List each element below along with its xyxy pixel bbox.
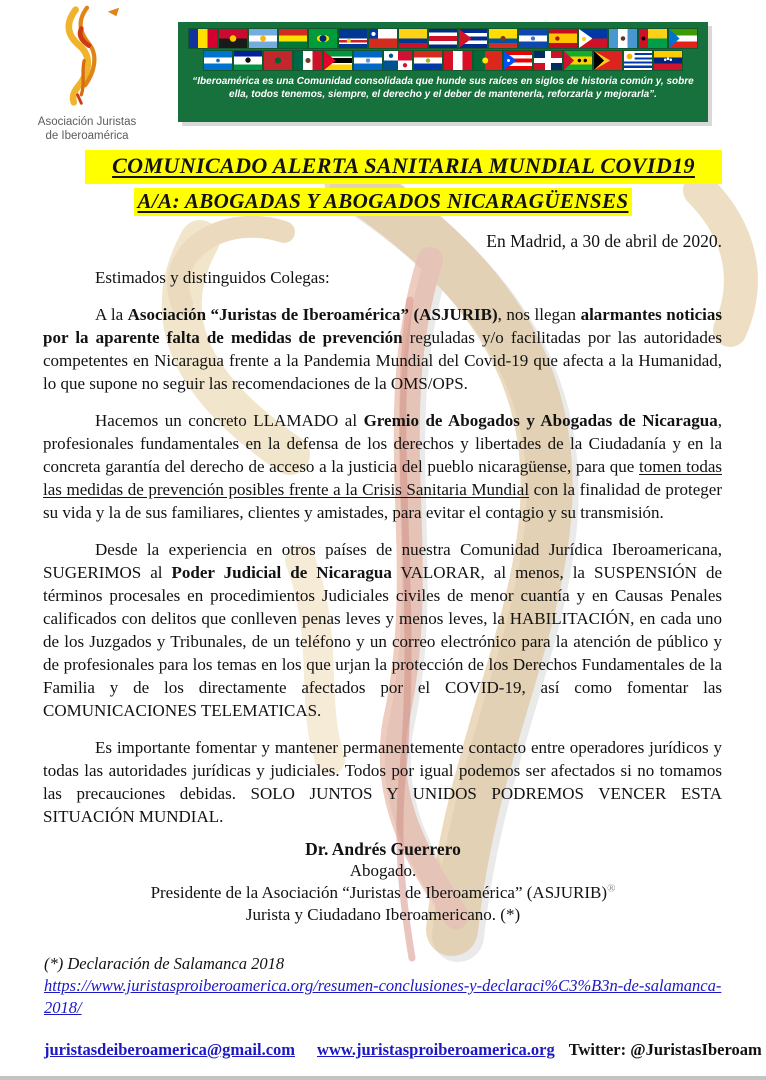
- flag-equatorial-guinea: [669, 29, 697, 48]
- signature-line-1: Dr. Andrés Guerrero: [305, 839, 461, 859]
- flags-row-1: [178, 29, 708, 48]
- flag-guinea-bissau: [639, 29, 667, 48]
- flag-spain: [549, 29, 577, 48]
- flag-cape-verde: [339, 29, 367, 48]
- flag-dominican-republic: [534, 51, 562, 70]
- footnote-link[interactable]: https://www.juristasproiberoamerica.org/resumen-conclusiones-y-declaraci%C3%B3n-de-salamanca-2018/: [44, 976, 722, 1017]
- flag-panama: [384, 51, 412, 70]
- paragraph-1: Estimados y distinguidos Colegas:: [95, 268, 330, 287]
- flag-honduras: [204, 51, 232, 70]
- signature-block: [0, 838, 766, 926]
- contact-email-link[interactable]: juristasdeiberoamerica@gmail.com: [44, 1040, 296, 1059]
- flag-uruguay: [624, 51, 652, 70]
- signature-line-2: Abogado.: [349, 861, 417, 880]
- logo-caption: [12, 115, 162, 143]
- flag-philippines: [579, 29, 607, 48]
- contact-row: [0, 1040, 766, 1060]
- flag-mozambique: [324, 51, 352, 70]
- body-paragraphs: [0, 266, 766, 828]
- footnote-label: (*) Declaración de Salamanca 2018: [44, 954, 285, 973]
- flag-ecuador: [489, 29, 517, 48]
- flag-peru: [444, 51, 472, 70]
- date-line: En Madrid, a 30 de abril de 2020.: [486, 231, 722, 251]
- main-title: COMUNICADO ALERTA SANITARIA MUNDIAL COVID19: [112, 153, 695, 178]
- main-title-bar: [85, 150, 722, 184]
- flag-guatemala: [609, 29, 637, 48]
- letterhead: [0, 0, 766, 148]
- contact-website-link[interactable]: www.juristasproiberoamerica.org: [317, 1040, 555, 1059]
- subtitle: A/A: ABOGADAS Y ABOGADOS NICARAGÜENSES: [134, 188, 633, 216]
- flag-cuba: [459, 29, 487, 48]
- footnote: [0, 953, 766, 1019]
- association-logo: [12, 4, 162, 143]
- logo-ribbon-icon: [32, 4, 142, 108]
- twitter-label: Twitter:: [568, 1040, 627, 1059]
- flag-costa-rica: [429, 29, 457, 48]
- flag-angola: [219, 29, 247, 48]
- flag-bolivia: [279, 29, 307, 48]
- flags-row-2: [178, 51, 708, 70]
- flag-morocco: [264, 51, 292, 70]
- flag-argentina: [249, 29, 277, 48]
- paragraph-5: Es importante fomentar y mantener permanentemente contacto entre operadores jurídicos y todas las autoridades jurídicas y judiciales. Todos por igual podemos ser afectados si no tomamos las precauciones debidas. SOLO JUNTOS Y UNIDOS PODREMOS VENCER ESTA SITUACIÓN MUNDIAL.: [43, 738, 722, 826]
- logo-caption-line2: de Iberoamérica: [45, 130, 129, 142]
- flag-sao-tome: [564, 51, 592, 70]
- flag-timor-leste: [594, 51, 622, 70]
- flag-chile: [369, 29, 397, 48]
- flag-lesotho: [234, 51, 262, 70]
- logo-caption-line1: Asociación Juristas: [37, 116, 137, 128]
- flag-colombia: [399, 29, 427, 48]
- signature-line-4: Jurista y Ciudadano Iberoamericano. (*): [245, 905, 521, 924]
- banner-quote: “Iberoamérica es una Comunidad consolidada que hunde sus raíces en siglos de historia común y, sobre ella, todos tenemos, siempre, el derecho y el deber de mantenerla, reforzarla y mejorarla”.: [192, 76, 694, 100]
- flag-portugal: [474, 51, 502, 70]
- flag-el-salvador: [519, 29, 547, 48]
- flag-puerto-rico: [504, 51, 532, 70]
- flag-andorra: [189, 29, 217, 48]
- paragraph-4: Desde la experiencia en otros países de nuestra Comunidad Jurídica Iberoamericana, SUGERIMOS al Poder Judicial de Nicaragua VALORAR, al menos, la SUSPENSIÓN de términos procesales en procedimientos Judiciales civiles de menor cuantía y en Causas Penales calificados con delitos que conlleven penas leves y menos leves, la HABILITACIÓN, en cada uno de los Juzgados y Tribunales, de un teléfono y un correo electrónico para la atención de público y de profesionales para los temas en los que urjan la protección de los Derechos Fundamentales de la Familia y de los directamente afectados por el COVID-19, así como fomentar las COMUNICACIONES TELEMATICAS.: [43, 540, 723, 720]
- twitter-line: [569, 1040, 762, 1060]
- flags-banner: [178, 22, 708, 122]
- page-bottom-edge: [0, 1076, 766, 1080]
- subtitle-line: [0, 189, 766, 214]
- registered-trademark: ®: [607, 882, 616, 895]
- flag-nicaragua: [354, 51, 382, 70]
- paragraph-2: A la Asociación “Juristas de Iberoamérica” (ASJURIB), nos llegan alarmantes noticias por la aparente falta de medidas de prevención reguladas y/o facilitadas por las autoridades competentes en Nicaragua frente a la Pandemia Mundial del Covid-19 que afecta a la Humanidad, lo que supone no seguir las recomendaciones de la OMS/OPS.: [43, 305, 723, 393]
- twitter-handle: @JuristasIberoam: [630, 1040, 762, 1059]
- paragraph-3: Hacemos un concreto LLAMADO al Gremio de Abogados y Abogadas de Nicaragua, profesionales fundamentales en la defensa de los derechos y libertades de la Ciudadanía y en la concreta garantía del derecho de acceso a la justicia del pueblo nicaragüense, para que tomen todas las medidas de prevención posibles frente a la Crisis Sanitaria Mundial con la finalidad de proteger su vida y la de sus familiares, clientes y amistades, para evitar el contagio y su transmisión.: [43, 411, 722, 522]
- flag-mexico: [294, 51, 322, 70]
- flag-brazil: [309, 29, 337, 48]
- flag-paraguay: [414, 51, 442, 70]
- signature-line-3: Presidente de la Asociación “Juristas de Iberoamérica” (ASJURIB)®: [150, 882, 616, 902]
- flag-venezuela: [654, 51, 682, 70]
